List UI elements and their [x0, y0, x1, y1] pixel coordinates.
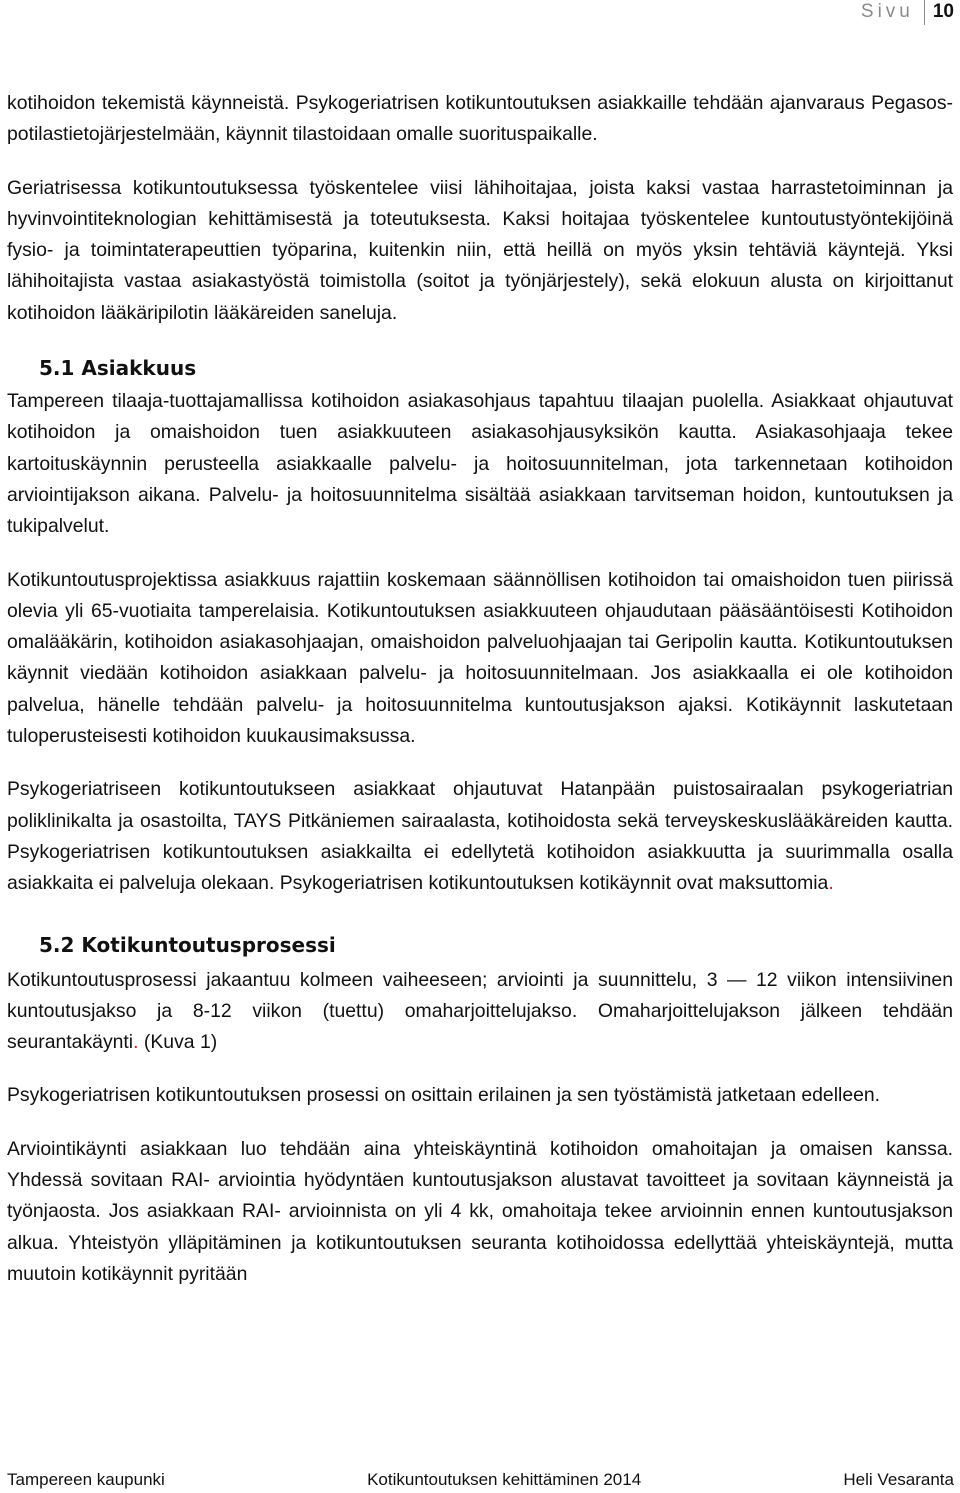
paragraph-1: kotihoidon tekemistä käynneistä. Psykogeriatrisen kotikuntoutuksen asiakkaille tehdään ajanvaraus Pegasos-potilastietojärjestelmään, käynnit tilastoidaan omalle suorituspaikalle. [7, 92, 953, 146]
footer-organization: Tampereen kaupunki [7, 1470, 165, 1489]
paragraph-6 [7, 965, 953, 1059]
paragraph-2: Geriatrisessa kotikuntoutuksessa työskentelee viisi lähihoitajaa, joista kaksi vastaa harrastetoiminnan ja hyvinvointiteknologian kehittämisestä ja toteutuksesta. Kaksi hoitajaa työskentelee kuntoutustyöntekijöinä fysio- ja toimintaterapeuttien työparina, kuitenkin niin, että heillä on myös yksin tehtäviä käyntejä. Yksi lähihoitajista vastaa asiakastyöstä toimistolla (soitot ja työnjärjestely), sekä elokuun alusta on kirjoittanut kotihoidon lääkäripilotin lääkäreiden saneluja. [7, 176, 953, 324]
header-divider [924, 0, 925, 25]
paragraph-5-text: Psykogeriatriseen kotikuntoutukseen asiakkaat ohjautuvat Hatanpään puistosairaalan psykogeriatrian poliklinikalta ja osastoilta, TAYS Pitkäniemen sairaalasta, kotihoidosta sekä terveyskeskuslääkäreiden kautta. Psykogeriatrisen kotikuntoutuksen asiakkailta ei edellytetä kotihoidon asiakkuutta ja suurimmalla osalla asiakkaita ei palveluja olekaan. Psykogeriatrisen kotikuntoutuksen kotikäynnit ovat maksuttomia [7, 778, 953, 895]
paragraph-5 [7, 774, 953, 899]
paragraph-6-period: . [133, 1031, 139, 1054]
paragraph-8: Arviointikäynti asiakkaan luo tehdään aina yhteiskäyntinä kotihoidon omahoitajan ja omaisen kanssa. Yhdessä sovitaan RAI- arviointia hyödyntäen kuntoutusjakson alustavat tavoitteet ja sovitaan käynneistä ja työnjaosta. Jos asiakkaan RAI- arvioinnista on yli 4 kk, omahoitaja tekee arvioinnin ennen kuntoutusjakson alkua. Yhteistyön ylläpitäminen ja kotikuntoutuksen seuranta kotihoidossa edellyttää yhteiskäyntejä, mutta muutoin kotikäynnit pyritään [7, 1137, 953, 1285]
footer-document-title: Kotikuntoutuksen kehittäminen 2014 [367, 1470, 642, 1489]
page-number: 10 [932, 1, 954, 22]
paragraph-5-period: . [828, 872, 834, 895]
paragraph-4: Kotikuntoutusprojektissa asiakkuus rajattiin koskemaan säännöllisen kotihoidon tai omaishoidon tuen piirissä olevia yli 65-vuotiaita tamperelaisia. Kotikuntoutuksen asiakkuuteen ohjaudutaan pääsääntöisesti Kotihoidon omalääkärin, kotihoidon asiakasohjaajan, omaishoidon palveluohjaajan tai Geripolin kautta. Kotikuntoutuksen käynnit viedään kotihoidon asiakkaan palvelu- ja hoitosuunnitelmaan. Jos asiakkaalla ei ole kotihoidon palvelua, hänelle tehdään palvelu- ja hoitosuunnitelma kuntoutusjakson ajaksi. Kotikäynnit laskutetaan tuloperusteisesti kotihoidon kuukausimaksussa. [7, 568, 953, 748]
document-body [7, 88, 953, 1290]
figure-reference: (Kuva 1) [138, 1031, 218, 1054]
page-label: Sivu [860, 1, 914, 22]
paragraph-3: Tampereen tilaaja-tuottajamallissa kotihoidon asiakasohjaus tapahtuu tilaajan puolella. Asiakkaat ohjautuvat kotihoidon ja omaishoidon tuen asiakkuuteen asiakasohjausyksikön kautta. Asiakasohjaaja tekee kartoituskäynnin perusteella asiakkaalle palvelu- ja hoitosuunnitelman, jota tarkennetaan kotihoidon arviointijakson aikana. Palvelu- ja hoitosuunnitelma sisältää asiakkaan tarvitseman hoidon, kuntoutuksen ja tukipalvelut. [7, 390, 953, 538]
footer-author: Heli Vesaranta [843, 1470, 954, 1489]
section-heading-5-1: 5.1 Asiakkuus [39, 356, 197, 381]
paragraph-6-text: Kotikuntoutusprosessi jakaantuu kolmeen vaiheeseen; arviointi ja suunnittelu, 3 — 12 viikon intensiivinen kuntoutusjakso ja 8-12 viikon (tuettu) omaharjoittelujakso. Omaharjoittelujakson jälkeen tehdään seurantakäynti [7, 968, 953, 1054]
page-header [861, 0, 954, 24]
paragraph-7: Psykogeriatrisen kotikuntoutuksen prosessi on osittain erilainen ja sen työstämistä jatketaan edelleen. [7, 1084, 881, 1107]
section-heading-5-2: 5.2 Kotikuntoutusprosessi [39, 932, 336, 957]
page-footer [7, 1470, 954, 1490]
